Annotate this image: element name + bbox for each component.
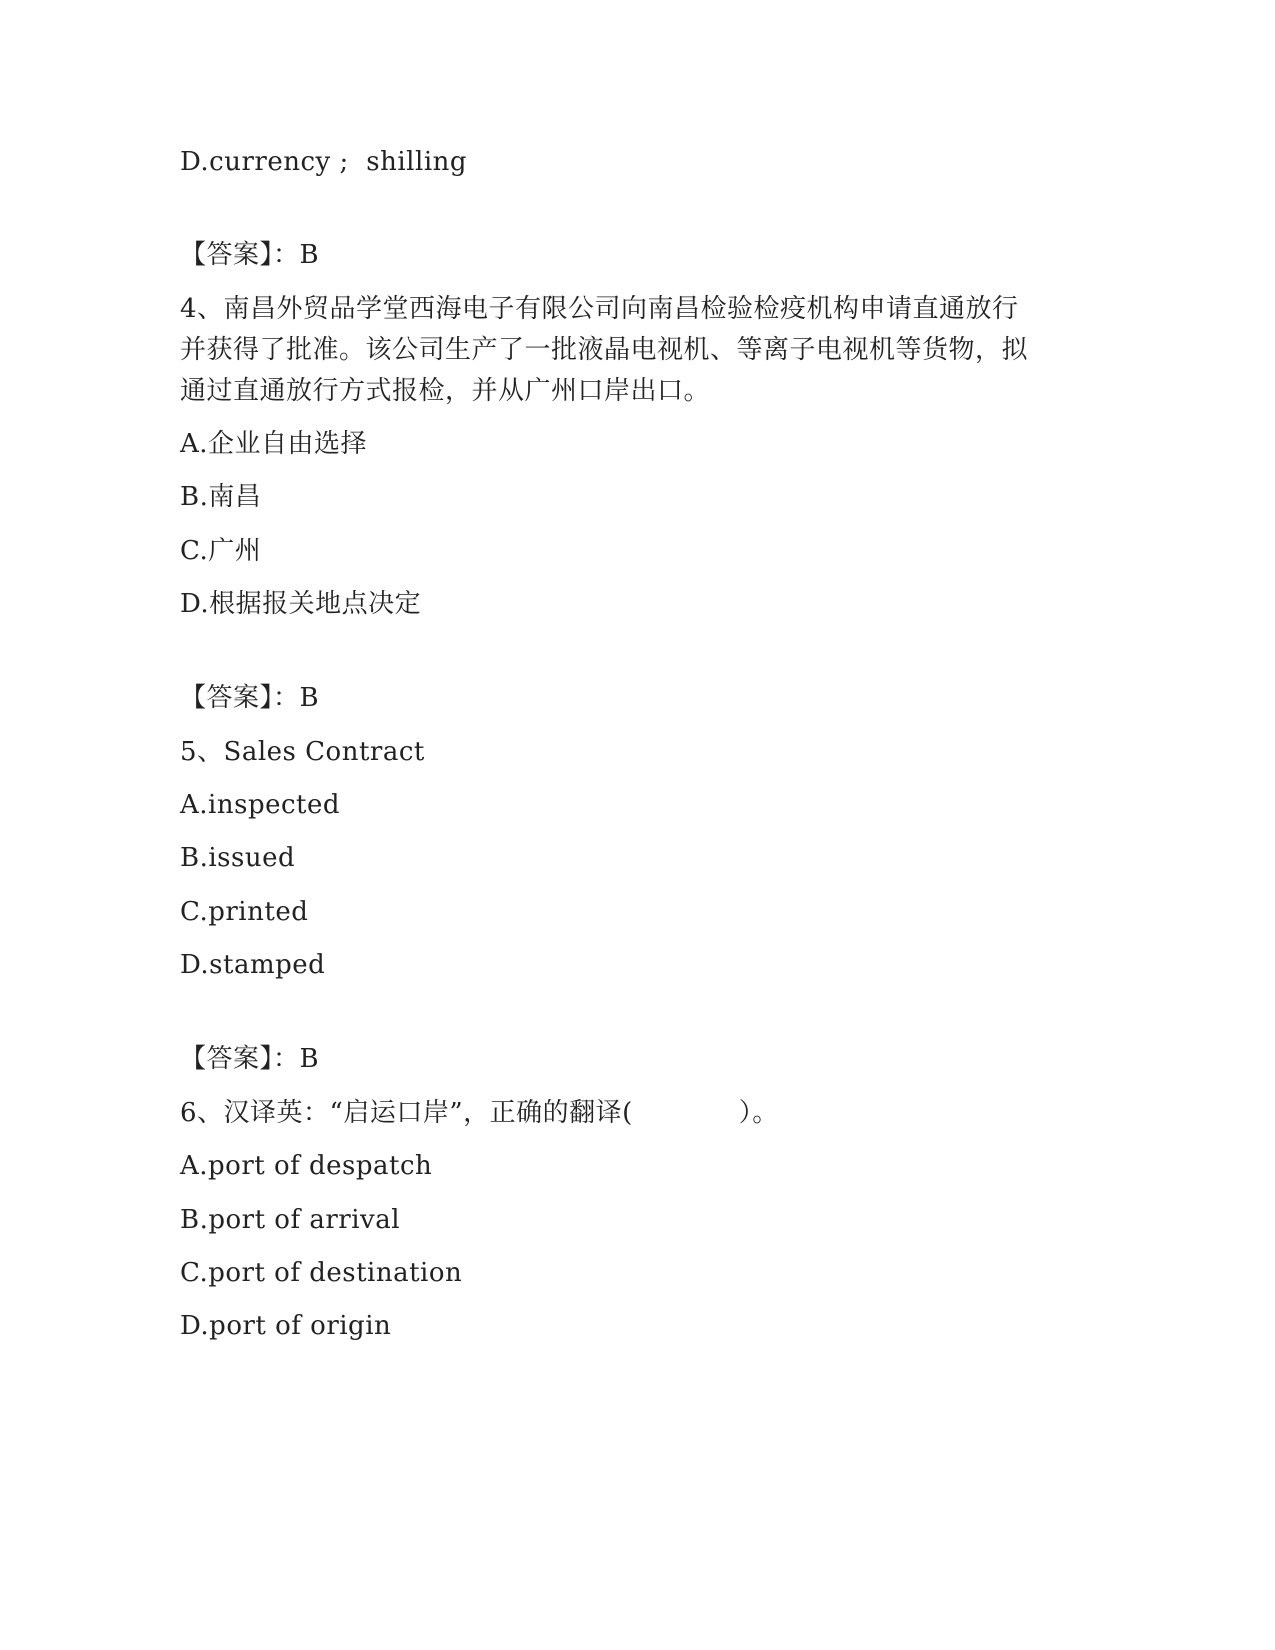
- question-5-option-a: A.inspected: [180, 790, 341, 820]
- question-4-stem: 4、南昌外贸品学堂西海电子有限公司向南昌检验检疫机构申请直通放行并获得了批准。该公司生产了一批液晶电视机、等离子电视机等货物，拟通过直通放行方式报检，并从广州口岸出口。: [180, 294, 1029, 406]
- question-6-option-a: A.port of despatch: [180, 1151, 433, 1181]
- question-5-option-d: D.stamped: [180, 950, 326, 980]
- question-4-option-c: C.广州: [180, 536, 262, 566]
- prev-question-option-d: D.currency ; shilling: [180, 147, 468, 177]
- question-4-option-a: A.企业自由选择: [180, 429, 368, 459]
- question-6-option-d: D.port of origin: [180, 1311, 392, 1341]
- question-5-option-c: C.printed: [180, 897, 309, 927]
- prev-question-answer: 【答案】：B: [180, 240, 320, 270]
- question-6-option-c: C.port of destination: [180, 1258, 463, 1288]
- question-4-answer: 【答案】：B: [180, 683, 320, 713]
- question-4-option-d: D.根据报关地点决定: [180, 589, 422, 619]
- question-5-stem: 5、Sales Contract: [180, 737, 425, 767]
- question-6-stem: 6、汉译英：“启运口岸”，正确的翻译( ）。: [180, 1098, 779, 1128]
- question-4-option-b: B.南昌: [180, 482, 262, 512]
- question-6-option-b: B.port of arrival: [180, 1205, 401, 1235]
- question-5-option-b: B.issued: [180, 843, 296, 873]
- question-5-answer: 【答案】：B: [180, 1044, 320, 1074]
